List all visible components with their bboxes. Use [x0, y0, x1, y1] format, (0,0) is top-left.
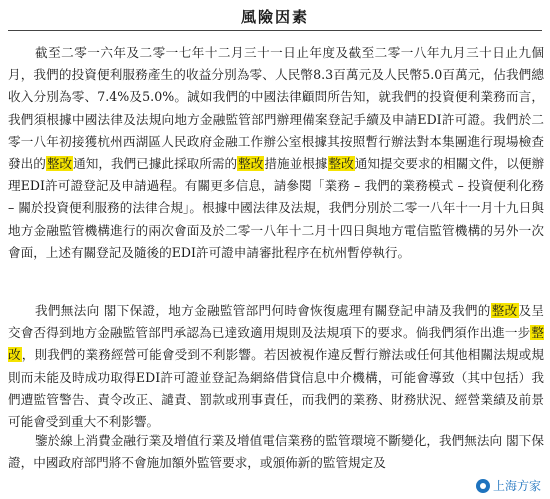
highlighted-term: 整改 — [238, 156, 264, 172]
highlighted-term: 整改 — [491, 303, 518, 318]
text-run: 截至二零一六年及二零一七年十二月三十一日止年度及截至二零一八年九月三十日止九個月，我們的投資便利服務產生的收益分別為零、人民幣8.3百萬元及人民幣5.0百萬元，佔我們總收入分別為零、7.4%及5.0%。誠如我們的中國法律顧問所告知，就我們的投資便利業務而言，我們須根據中國法律及法規向地方金融監管部門辦理備案登記手續及申請EDI許可證。我們於二零一八年初接獲杭州西湖區人民政府金融工作辦公室根據其按照暫行辦法對本集團進行現場檢查發出的 — [8, 45, 544, 172]
text-run: 及呈交會否得到地方金融監管部門承認為已達致適用規則及法規項下的要求。倘我們須作出進一步 — [8, 303, 544, 341]
logo-icon — [476, 479, 490, 493]
text-run: 鑒於線上消費金融行業及增值行業及增值電信業務的監管環境不斷變化，我們無法向 閣下保證，中國政府部門將不會施加額外監管要求，或頒佈新的監管規定及 — [8, 433, 544, 471]
text-run: 措施並根據 — [264, 156, 328, 172]
text-run: 通知提交要求的相關文件，以便辦理EDI許可證登記及申請過程。有關更多信息，請參閱「業務 – 我們的業務模式 – 投資便利化務 – 關於投資便利服務的法律合規」。根據中國法律及法規，我們分別於二零一八年十一月十九日與地方金融監管機構進行的兩次會面及於二零一八年十二月十四日與地方電信監管機構的另外一次會面，上述有關登記及隨後的EDI許可證申請審批程序在杭州暫停執行。 — [8, 156, 545, 260]
paragraph-2 — [8, 300, 544, 433]
text-run: ，則我們的業務經營可能會受到不利影響。若因被視作違反暫行辦法或任何其他相關法規或規則而未能及時成功取得EDI許可證並登記為網絡借貸信息中介機構，可能會導致（其中包括）我們遭監管警告、責令改正、譴責、罰款或刑事責任，而我們的業務、財務狀況、經營業績及前景可能會受到重大不利影響。 — [8, 347, 545, 430]
highlighted-term: 整改 — [328, 156, 354, 172]
paragraph-1 — [8, 42, 544, 264]
watermark — [473, 476, 544, 495]
page-header — [0, 0, 550, 34]
text-run: 通知，我們已據此採取所需的 — [73, 156, 238, 172]
paragraph-3 — [8, 430, 544, 474]
text-run: 我們無法向 閣下保證，地方金融監管部門何時會恢復處理有關登記申請及我們的 — [35, 303, 491, 318]
header-rule — [8, 30, 542, 31]
highlighted-term: 整改 — [46, 156, 73, 172]
highlighted-term: 整改 — [8, 325, 544, 363]
watermark-text: 上海方家 — [492, 479, 541, 493]
section-title: 風險因素 — [240, 8, 309, 26]
